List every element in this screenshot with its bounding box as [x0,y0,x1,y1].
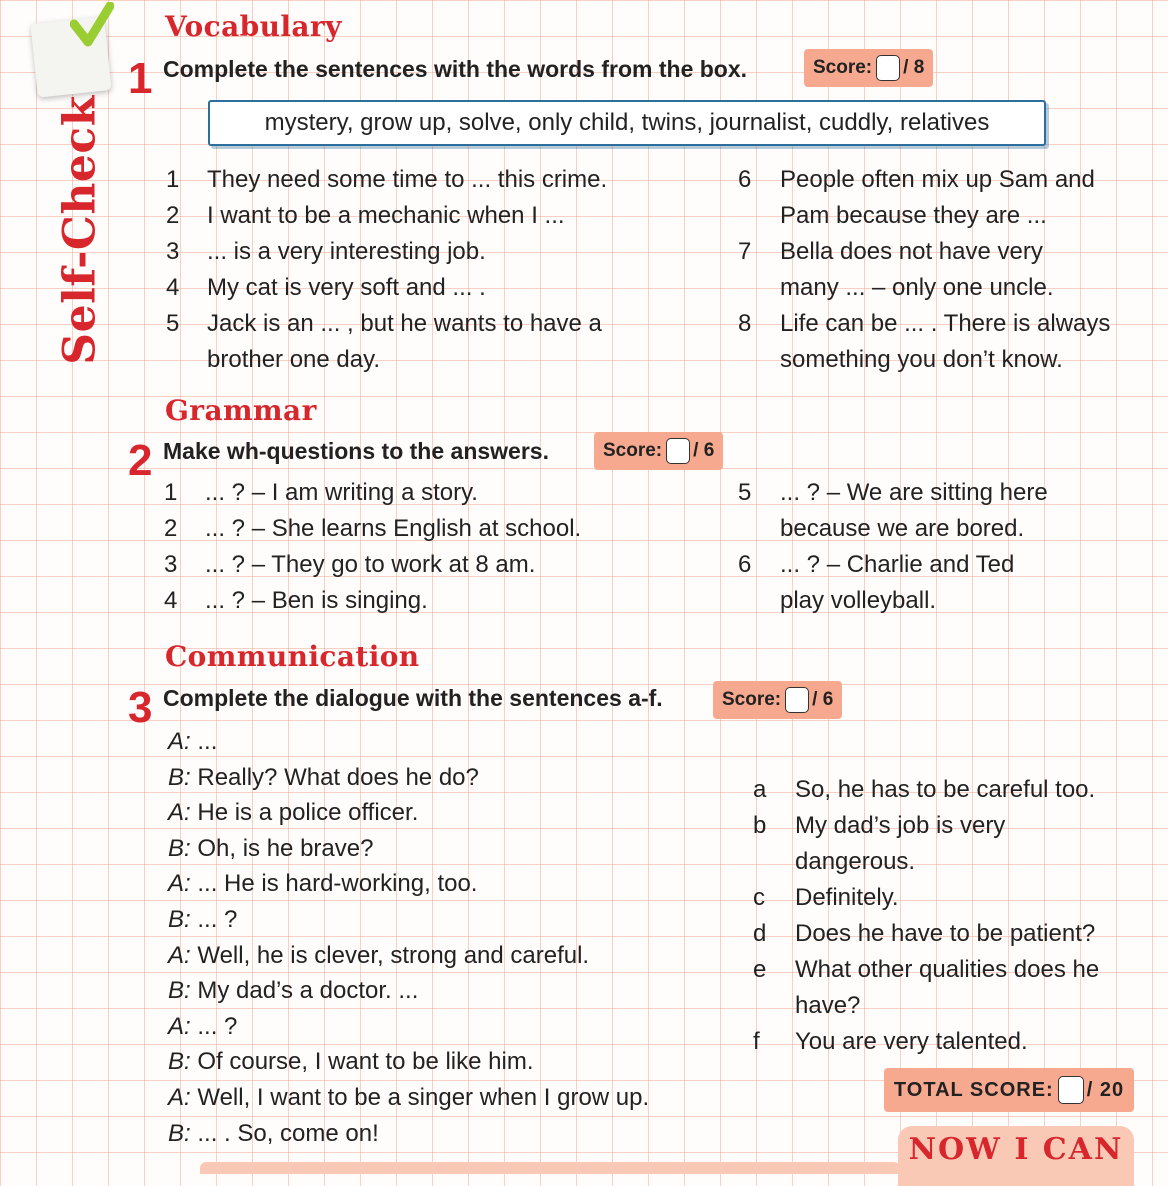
dialogue-speaker: B: [168,1048,191,1076]
item-text-line: My cat is very soft and ... . [207,274,486,301]
item-text-line: Pam because they are ... [780,202,1047,229]
item-number: 1 [164,479,178,506]
item-text-line: many ... – only one uncle. [780,274,1054,301]
item-number: 2 [164,515,178,542]
item-text-line: Bella does not have very [780,238,1043,265]
dialogue-line [168,726,217,758]
item-number: 6 [738,551,752,578]
exercise-2-score [594,432,723,470]
item-number: 1 [166,166,180,193]
dialogue-text: ... [190,728,218,755]
item-text-line: Does he have to be patient? [795,920,1096,947]
item-number: f [753,1028,760,1055]
dialogue-text: Of course, I want to be like him. [190,1048,534,1076]
word-box [208,100,1046,146]
dialogue-speaker: A: [168,799,191,827]
dialogue-text: ... ? [190,906,238,933]
item-text-line: ... ? – We are sitting here [780,479,1048,506]
item-text-line: ... ? – Charlie and Ted [780,551,1015,578]
dialogue-line [168,1046,534,1078]
item-text-line: ... ? – Ben is singing. [205,587,428,614]
dialogue-speaker: B: [168,906,191,933]
dialogue-line [168,1118,379,1150]
vocabulary-title: Vocabulary [165,10,342,43]
item-text-line: dangerous. [795,848,916,875]
score-label: Score: [722,689,782,710]
item-number: b [753,812,767,839]
item-text-line: brother one day. [207,346,381,373]
dialogue-text: Well, I want to be a singer when I grow up. [190,1084,650,1111]
exercise-1-instruction: Complete the sentences with the words from the box. [163,56,748,82]
score-label: Score: [603,440,663,461]
item-text-line: because we are bored. [780,515,1025,542]
checkmark-icon [70,2,114,52]
dialogue-line [168,1011,237,1043]
item-text-line: My dad’s job is very [795,812,1006,839]
exercise-3-number: 3 [128,683,153,732]
item-text-line: ... is a very interesting job. [207,238,486,265]
score-max: / 6 [693,440,715,461]
dialogue-speaker: A: [168,941,191,969]
dialogue-text: ... He is hard-working, too. [190,870,478,898]
dialogue-text: Well, he is clever, strong and careful. [190,941,590,969]
score-input-box[interactable] [785,687,809,713]
item-number: 2 [166,202,180,229]
item-number: 5 [738,479,752,506]
dialogue-text: Really? What does he do? [190,763,479,791]
item-number: d [753,920,767,947]
item-text-line: I want to be a mechanic when I ... [207,202,565,229]
exercise-3-score [713,681,842,719]
item-text-line: Definitely. [795,884,899,911]
item-number: 6 [738,166,752,193]
dialogue-text: ... ? [190,1012,238,1040]
communication-title: Communication [165,640,420,673]
dialogue-line [168,1082,649,1114]
item-text-line: What other qualities does he [795,956,1100,983]
dialogue-line [168,940,589,972]
dialogue-speaker: B: [168,977,191,1005]
dialogue-line [168,797,418,829]
item-text-line: play volleyball. [780,587,937,614]
exercise-2-number: 2 [128,436,153,485]
item-number: e [753,956,767,983]
dialogue-speaker: A: [168,870,191,898]
total-score-max: / 20 [1086,1078,1125,1101]
dialogue-line [168,975,418,1007]
item-number: 4 [164,587,178,614]
dialogue-speaker: A: [168,728,191,755]
now-i-can-label: NOW I CAN [908,1132,1124,1167]
dialogue-line [168,868,477,900]
item-number: 3 [166,238,180,265]
item-text-line: People often mix up Sam and [780,166,1095,193]
exercise-3-instruction: Complete the dialogue with the sentences a-f. [163,685,663,711]
grammar-title: Grammar [165,394,317,427]
dialogue-text: ... . So, come on! [190,1119,379,1147]
item-number: 8 [738,310,752,337]
total-score-input-box[interactable] [1058,1076,1084,1104]
item-number: 7 [738,238,752,265]
sidebar-self-check [40,95,120,365]
sidebar-self-check-label: Self-Check [54,95,106,365]
item-text-line: ... ? – She learns English at school. [205,515,582,542]
score-input-box[interactable] [876,55,900,81]
item-text-line: They need some time to ... this crime. [207,166,608,193]
dialogue-speaker: A: [168,1012,191,1040]
item-number: 4 [166,274,180,301]
word-box-text: mystery, grow up, solve, only child, twins, journalist, cuddly, relatives [264,109,990,136]
item-text-line: ... ? – I am writing a story. [205,479,478,506]
item-number: 3 [164,551,178,578]
item-text-line: ... ? – They go to work at 8 am. [205,551,536,578]
dialogue-speaker: A: [168,1084,191,1111]
dialogue-line [168,762,479,794]
dialogue-text: Oh, is he brave? [190,834,374,862]
dialogue-speaker: B: [168,1119,191,1147]
item-text-line: Life can be ... . There is always [780,310,1111,337]
item-number: 5 [166,310,180,337]
item-text-line: have? [795,992,861,1019]
dialogue-line [168,904,237,936]
item-number: a [753,776,767,803]
dialogue-text: My dad’s a doctor. ... [190,977,419,1005]
total-score [884,1068,1134,1112]
item-text-line: Jack is an ... , but he wants to have a [207,310,602,337]
dialogue-text: He is a police officer. [190,799,419,827]
dialogue-line [168,833,373,865]
exercise-1-number: 1 [128,54,153,103]
score-label: Score: [813,57,873,78]
item-text-line: So, he has to be careful too. [795,776,1096,803]
now-i-can-tab[interactable] [898,1126,1134,1186]
item-number: c [753,884,765,911]
exercise-2-instruction: Make wh-questions to the answers. [163,438,549,464]
total-score-label: TOTAL SCORE: [893,1078,1054,1101]
item-text-line: something you don’t know. [780,346,1063,373]
bottom-strip-decoration [200,1162,900,1174]
exercise-1-score [804,49,933,87]
item-text-line: You are very talented. [795,1028,1028,1055]
score-max: / 8 [903,57,925,78]
dialogue-speaker: B: [168,763,191,791]
score-max: / 6 [812,689,834,710]
score-input-box[interactable] [666,438,690,464]
dialogue-speaker: B: [168,834,191,862]
